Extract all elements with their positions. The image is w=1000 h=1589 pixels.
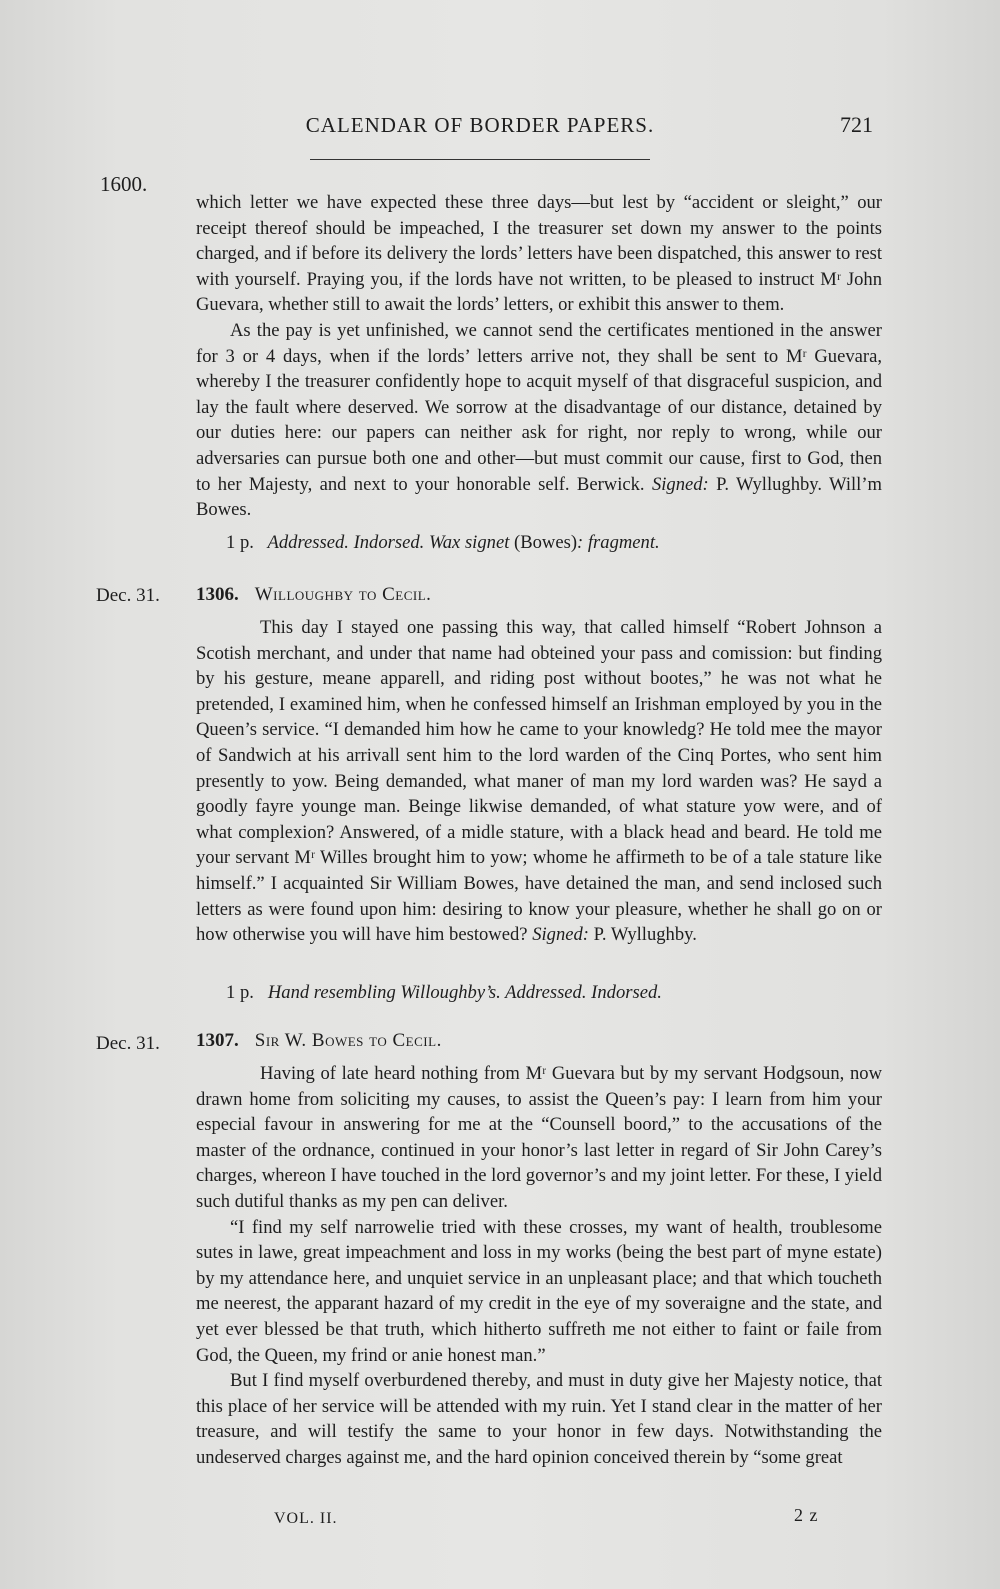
entry-1306-signed-label: Signed: bbox=[532, 924, 589, 946]
entry-1306-heading bbox=[196, 584, 431, 606]
continuation-note bbox=[226, 532, 660, 554]
signatories: P. Wyllughby. Will’m Bowes. bbox=[196, 473, 883, 521]
entry-1306-text: This day I stayed one passing this way, that called himself “Robert Johnson a Scotish merchant, and under that name had obteined your pass and comission: but finding by his gesture, meane apparell, and riding post without bootes,” he was not what he pretended, I examined him, when he confessed himself an Irishman employed by you in the Queen’s service. “I demanded him how he came to your knowledg? He told mee the mayor of Sandwich at his arrivall sent him to the lord warden of the Cinq Portes, who sent him presently to yow. Being demanded, what maner of man my lord warden was? He sayd a goodly fayre younge man. Beinge likwise demanded, of what stature yow were, and of what complexion? Answered, of a midle stature, with a black head and beard. He told me your servant Mʳ Willes brought him to yow; whome he affirmeth to be of a tale stature like himself.” I acquainted Sir William Bowes, have detained the man, and send inclosed such letters as were found upon him: desiring to know your pleasure, whether he shall go on or how otherwise you will have him bestowed? bbox=[196, 617, 882, 946]
entry-1306-body bbox=[196, 615, 882, 948]
entry-1306-note-text: Hand resembling Willoughby’s. Addressed. Indorsed. bbox=[267, 982, 662, 1003]
page-number: 721 bbox=[840, 112, 873, 137]
entry-1306-title: Willoughby to Cecil. bbox=[254, 584, 432, 605]
note-text: Addressed. Indorsed. Wax signet bbox=[267, 532, 510, 553]
entry-1307-paragraph-3: But I find myself overburdened thereby, and must in duty give her Majesty notice, that this place of her service will be attended with my ruin. Yet I stand clear in the matter of her treasure, and will testify the same to your honor in few days. Notwithstanding the undeserved charges against me, and the hard opinion conceived therein by “some great bbox=[196, 1370, 882, 1468]
entry-1307-paragraph-1: Having of late heard nothing from Mʳ Guevara but by my servant Hodgsoun, now drawn home from soliciting my causes, to assist the Queen’s pay: I learn from him your especial favour in answering for me at the “Counsell boord,” to the accusations of the master of the ordnance, continued in your honor’s last letter in regard of Sir John Carey’s charges, whereon I have touched in the lord governor’s and my joint letter. For these, I yield such dutiful thanks as my pen can deliver. bbox=[196, 1063, 882, 1212]
footer-volume: VOL. II. bbox=[274, 1510, 338, 1527]
note-pages: 1 p. bbox=[226, 532, 254, 553]
continuation-paragraph-2-text: As the pay is yet unfinished, we cannot send the certificates mentioned in the answer for 3 or 4 days, when if the lords’ letters arrive not, they shall be sent to Mʳ Guevara, whereby I the treasurer confidently hope to acquit myself of that disgraceful suspicion, and lay the fault where deserved. We sorrow at the disadvantage of our distance, detained by our duties here: our papers can neither ask for right, nor reply to wrong, while our adversaries can pursue both one and other—but must commit our cause, first to God, then to her Majesty, and next to your honorable self. Berwick. bbox=[196, 319, 882, 495]
continuation-paragraph-2 bbox=[196, 318, 882, 523]
entry-1306-paragraph bbox=[196, 615, 882, 948]
entry-1306-note-pages: 1 p. bbox=[226, 982, 254, 1003]
continuation-paragraph-1: which letter we have expected these three days—but lest by “accident or sleight,” our receipt thereof should be impeached, I the treasurer set down my answer to the points charged, and if before its delivery the lords’ letters have been dispatched, this answer to rest with yourself. Praying you, if the lords have not written, to be pleased to instruct Mʳ John Guevara, whether still to await the lords’ letters, or exhibit this answer to them. bbox=[196, 192, 882, 316]
continuation-letter bbox=[196, 190, 882, 523]
header-rule bbox=[310, 159, 650, 160]
entry-1307-date: Dec. 31. bbox=[96, 1033, 160, 1054]
running-title: CALENDAR OF BORDER PAPERS. bbox=[305, 113, 655, 137]
entry-1307-heading bbox=[196, 1030, 442, 1052]
entry-1306-number: 1306. bbox=[196, 584, 239, 605]
entry-1307-paragraph-2: “I find my self narrowelie tried with these crosses, my want of health, troublesome sutes in lawe, great impeachment and loss in my works (being the best part of myne estate) by my attendance here, and unquiet service in an unpleasant place; and that which toucheth me neerest, the apparant hazard of my credit in the eye of my soveraigne and the state, and yet ever blessed be that truth, which hitherto suffreth me not either to faint or faile from God, the Queen, my frind or anie honest man.” bbox=[196, 1216, 882, 1366]
note-tail: : fragment. bbox=[577, 532, 660, 553]
signed-label: Signed: bbox=[651, 473, 709, 495]
note-seal: (Bowes) bbox=[514, 532, 578, 553]
footer-signature-mark: 2 z bbox=[794, 1505, 819, 1525]
entry-1307-title: Sir W. Bowes to Cecil. bbox=[254, 1030, 442, 1051]
entry-1306-signatory: P. Wyllughby. bbox=[593, 924, 697, 946]
entry-1306-note bbox=[226, 982, 662, 1004]
margin-year: 1600. bbox=[100, 172, 148, 196]
entry-1307-number: 1307. bbox=[196, 1030, 239, 1051]
entry-1306-date: Dec. 31. bbox=[96, 585, 160, 606]
entry-1307-body bbox=[196, 1061, 882, 1471]
